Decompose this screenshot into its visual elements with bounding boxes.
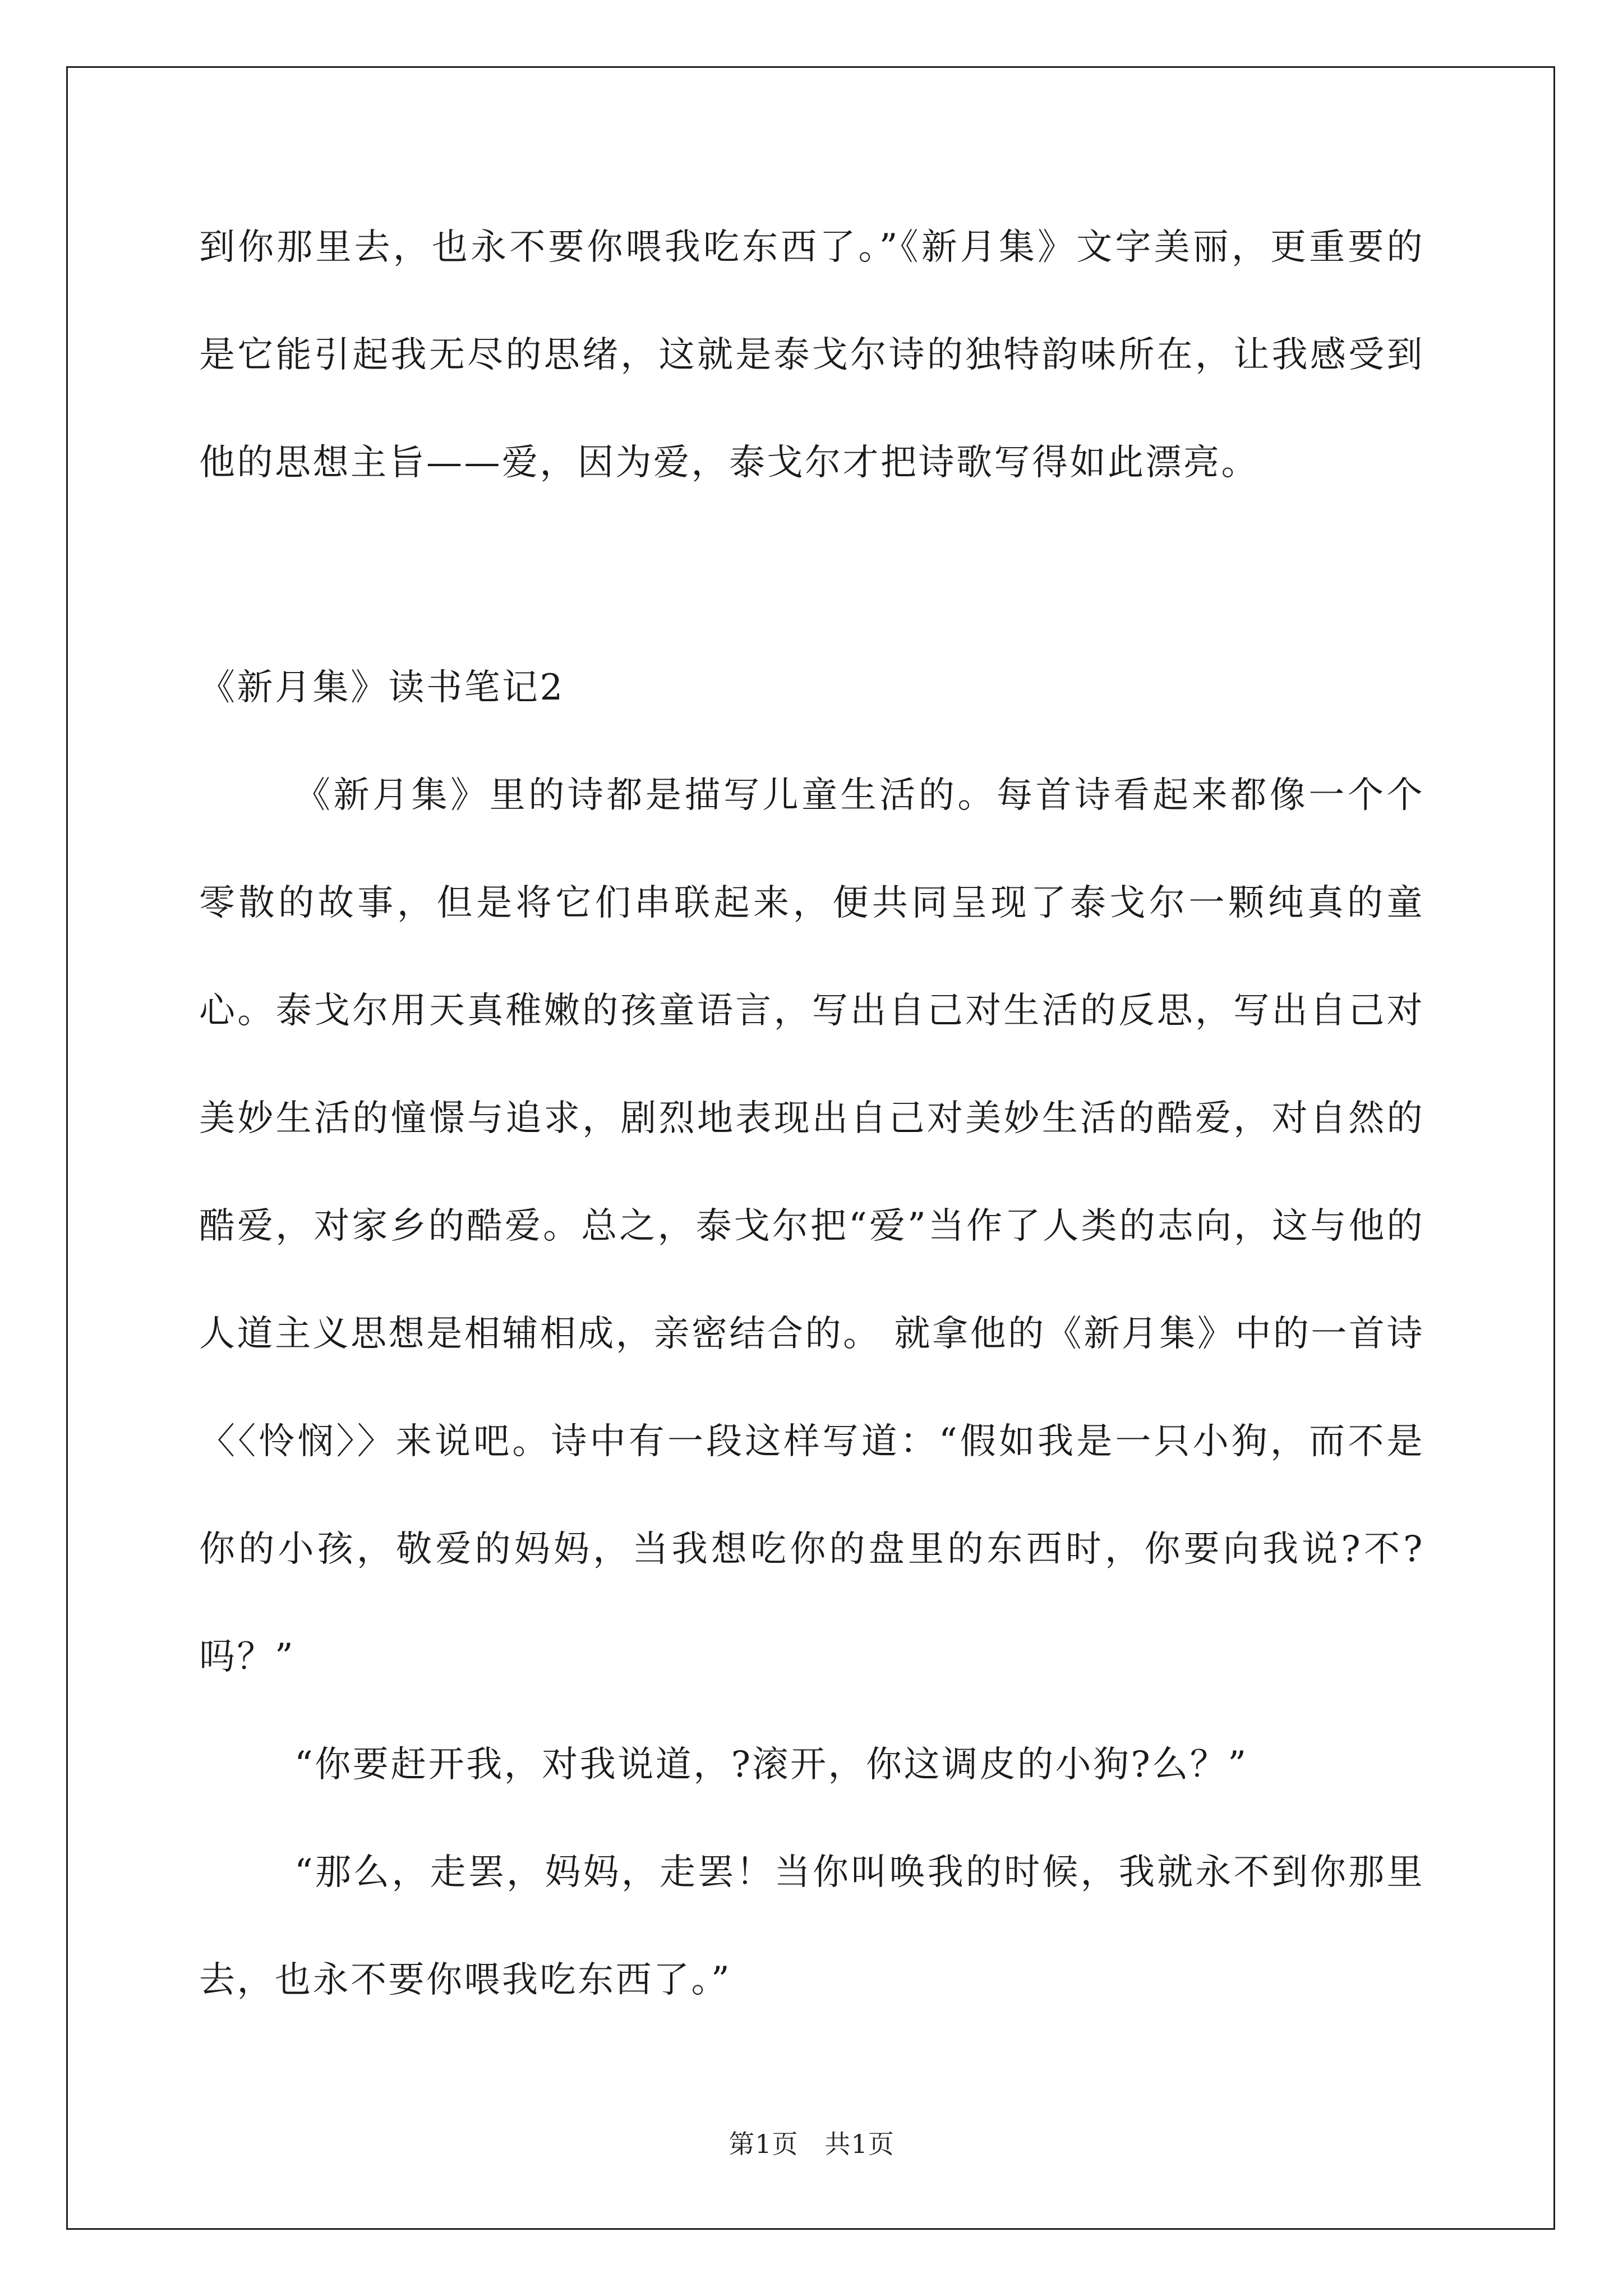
paragraph-quote-1: “你要赶开我，对我说道，?滚开，你这调皮的小狗?么？” <box>294 1744 1248 1786</box>
section-heading: 《新月集》读书笔记2 <box>199 667 565 708</box>
paragraph-continuation: 到你那里去，也永不要你喂我吃东西了。”《新月集》文字美丽，更重要的是它能引起我无尽的思绪，这就是泰戈尔诗的独特韵味所在，让我感受到他的思想主旨——爱，因为爱，泰戈尔才把诗歌写得如此漂亮。 <box>199 227 1424 484</box>
page-footer: 第1页 共1页 <box>728 2129 895 2159</box>
paragraph-quote-2: “那么，走罢，妈妈，走罢！当你叫唤我的时候，我就永不到你那里去，也永不要你喂我吃东西了。” <box>199 1852 1424 2001</box>
paragraph-body: 《新月集》里的诗都是描写儿童生活的。每首诗看起来都像一个个零散的故事，但是将它们串联起来，便共同呈现了泰戈尔一颗纯真的童心。泰戈尔用天真稚嫩的孩童语言，写出自己对生活的反思，写出自己对美妙生活的憧憬与追求，剧烈地表现出自己对美妙生活的酷爱，对自然的酷爱，对家乡的酷爱。总之，泰戈尔把“爱”当作了人类的志向，这与他的人道主义思想是相辅相成，亲密结合的。 就拿他的《新月集》中的一首诗〈〈怜悯〉〉来说吧。诗中有一段这样写道：“假如我是一只小狗，而不是你的小孩，敬爱的妈妈，当我想吃你的盘里的东西时，你要向我说?不?吗？” <box>199 775 1424 1678</box>
